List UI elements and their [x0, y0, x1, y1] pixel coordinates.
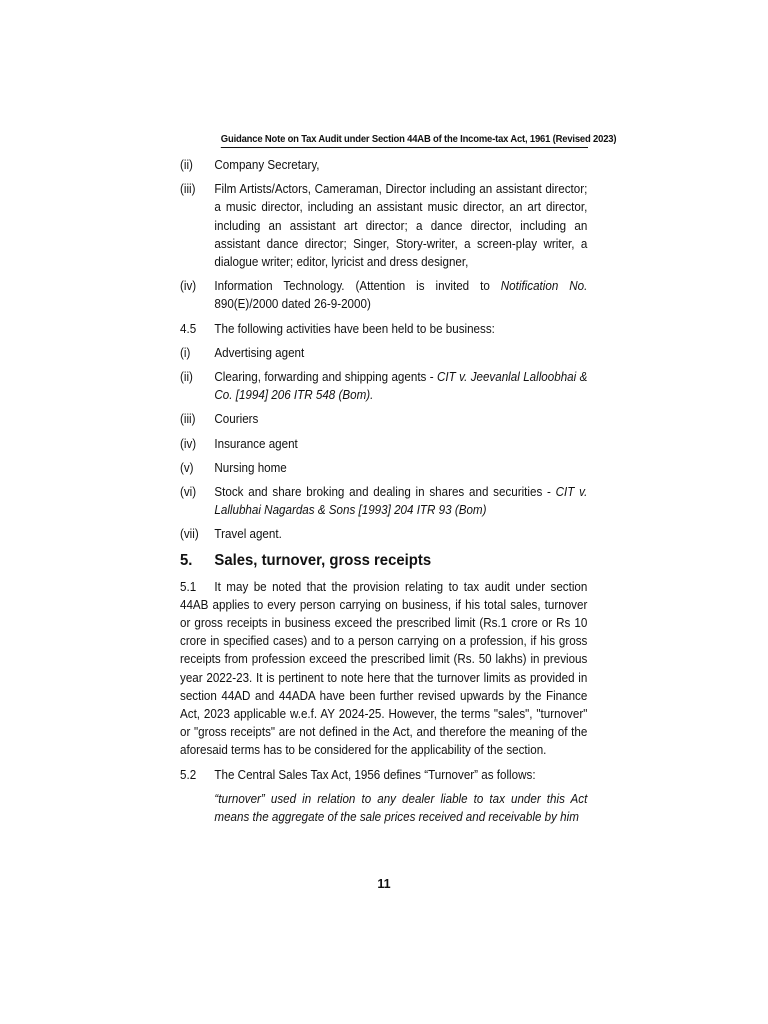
item-number: (iv)	[180, 279, 197, 294]
notification-reference: Notification No.	[500, 279, 588, 294]
case-citation: CIT v. Jeevanlal Lalloobhai & Co. [1994] 206 ITR 548 (Bom).	[214, 370, 588, 403]
item-text: Information Technology. (Attention is invited to Notification No. 890(E)/2000 dated 26-9-2000)	[214, 279, 588, 312]
page-number: 11	[377, 877, 391, 891]
section-number: 4.5	[180, 321, 197, 336]
list-item	[180, 368, 587, 404]
paragraph-number: 5.1	[180, 579, 197, 594]
item-number: (vii)	[180, 527, 199, 542]
paragraph-text: The Central Sales Tax Act, 1956 defines “Turnover” as follows:	[214, 767, 536, 782]
document-page	[180, 133, 617, 826]
paragraph-5-2	[180, 766, 587, 784]
running-header: Guidance Note on Tax Audit under Section 44AB of the Income-tax Act, 1961 (Revised 2023)	[221, 133, 588, 148]
page-content	[180, 156, 587, 826]
item-number: (iv)	[180, 436, 197, 451]
paragraph-text: It may be noted that the provision relating to tax audit under section 44AB applies to every person carrying on business, if his total sales, turnover or gross receipts in business exceed the prescribed limit (Rs.1 crore or Rs 10 crore in specified cases) and to a person carrying on a profession, if his gross receipts from profession exceed the prescribed limit (Rs. 50 lakhs) in previous year 2022-23. It is pertinent to note here that the turnover limits as provided in section 44AD and 44ADA have been further revised upwards by the Finance Act, 2023 applicable w.e.f. AY 2024-25. However, the terms "sales", "turnover" or "gross receipts" are not defined in the Act, and therefore the meaning of the aforesaid terms has to be considered for the applicability of the section.	[180, 579, 588, 758]
list-item	[180, 344, 587, 362]
item-text: Clearing, forwarding and shipping agents - CIT v. Jeevanlal Lalloobhai & Co. [1994] 206 ITR 548 (Bom).	[214, 370, 588, 403]
definition-quote: “turnover” used in relation to any dealer liable to tax under this Act means the aggregate of the sale prices received and receivable by him	[214, 791, 588, 825]
item-number: (iii)	[180, 182, 196, 197]
list-item	[180, 525, 587, 543]
item-text: Company Secretary,	[214, 158, 320, 172]
list-item	[180, 277, 587, 313]
item-number: (vi)	[180, 485, 197, 500]
section-title: Sales, turnover, gross receipts	[214, 551, 432, 569]
item-text: Travel agent.	[214, 527, 282, 542]
item-number: (ii)	[180, 158, 193, 172]
list-item	[180, 459, 587, 477]
section-4-5	[180, 320, 587, 338]
item-text: Couriers	[214, 412, 259, 427]
list-item	[180, 483, 587, 519]
list-item	[180, 156, 587, 174]
item-text: Advertising agent	[214, 345, 305, 360]
item-text: Film Artists/Actors, Cameraman, Director including an assistant director; a music director, including an assistant music director, an art director, including an assistant art director; a dance director, including an assistant dance director; Singer, Story-writer, a screen-play writer, a dialogue writer; editor, lyricist and dress designer,	[214, 182, 588, 270]
item-number: (i)	[180, 345, 191, 360]
paragraph-number: 5.2	[180, 767, 197, 782]
case-citation: CIT v. Lallubhai Nagardas & Sons [1993] 204 ITR 93 (Bom)	[214, 485, 588, 518]
list-item	[180, 180, 587, 271]
section-number: 5.	[180, 551, 193, 569]
section-heading	[180, 550, 587, 572]
item-number: (iii)	[180, 412, 196, 427]
item-text: Nursing home	[214, 460, 287, 475]
list-item	[180, 435, 587, 453]
item-number: (ii)	[180, 370, 193, 385]
list-item	[180, 410, 587, 428]
item-text: Stock and share broking and dealing in shares and securities - CIT v. Lallubhai Nagardas & Sons [1993] 204 ITR 93 (Bom)	[214, 485, 588, 518]
section-text: The following activities have been held to be business:	[214, 321, 495, 336]
paragraph-5-1	[180, 578, 587, 760]
item-number: (v)	[180, 460, 194, 475]
item-text: Insurance agent	[214, 436, 298, 451]
